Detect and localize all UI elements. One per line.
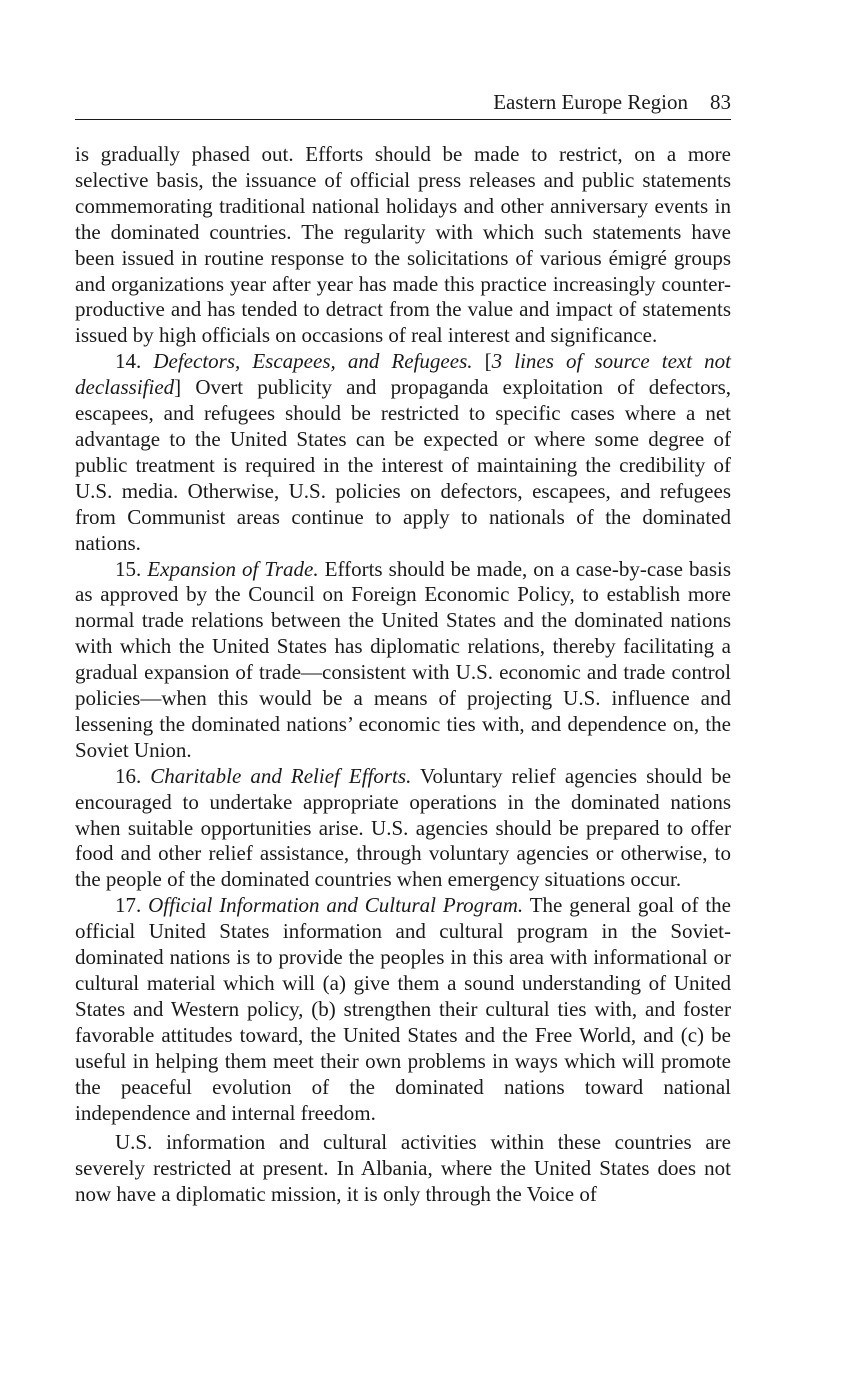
paragraph-17: [75, 893, 731, 1126]
paragraph-15: [75, 557, 731, 764]
bracket-open: [: [484, 349, 492, 374]
paragraph-number: 16.: [115, 763, 142, 788]
body-text: [75, 142, 731, 1208]
paragraph-text: U.S. information and cultural activities within these countries are severely restricted at present. In Albania, where the United States does not now have a diplomatic mission, it is only through the Voice of: [75, 1130, 731, 1207]
editorial-note: 3 lines of source text not declassified: [75, 349, 732, 400]
paragraph-number: 17.: [115, 893, 142, 918]
section-heading: Official Information and Cultural Program.: [148, 893, 524, 918]
bracket-close: ]: [174, 375, 182, 400]
header-rule: [75, 119, 731, 120]
paragraph-text: is gradually phased out. Efforts should be made to restrict, on a more selective basis, the issuance of official press releases and public statements commemorating traditional national holidays and other anniversary events in the dominated countries. The regularity with which such statements have been issued in routine response to the solicitations of various émigré groups and organizations year after year has made this practice increasingly counter-productive and has tended to detract from the value and impact of statements issued by high officials on occasions of real interest and significance.: [75, 142, 731, 348]
paragraph-information-activities: [75, 1130, 731, 1208]
paragraph-14: [75, 349, 731, 556]
paragraph-text: Voluntary relief agencies should be encouraged to undertake appropriate operations in the dominated nations when suitable opportunities arise. U.S. agencies should be prepared to offer food and other relief assistance, through voluntary agencies or otherwise, to the people of the dominated countries when emergency situations occur.: [75, 763, 732, 892]
paragraph-16: [75, 764, 731, 894]
paragraph-text: The general goal of the official United States information and cultural program in the Soviet-dominated nations is to provide the peoples in this area with informational or cultural material which will (a) give them a sound understanding of United States and Western policy, (b) strengthen their cultural ties with, and foster favorable attitudes toward, the United States and the Free World, and (c) be useful in helping them meet their own problems in ways which will promote the peaceful evolution of the dominated nations toward national independence and internal freedom.: [75, 893, 732, 1125]
page-number: 83: [710, 90, 731, 114]
section-heading: Charitable and Relief Efforts.: [150, 763, 412, 788]
paragraph-text: Efforts should be made, on a case-by-case basis as approved by the Council on Foreign Economic Policy, to establish more normal trade relations between the United States and the dominated nations with which the United States has diplomatic relations, thereby facilitating a gradual expansion of trade—consistent with U.S. economic and trade control policies—when this would be a means of projecting U.S. influence and lessening the dominated nations’ economic ties with, and dependence on, the Soviet Union.: [75, 556, 731, 762]
section-heading: Defectors, Escapees, and Refugees.: [153, 349, 473, 374]
paragraph-number: 14.: [115, 349, 142, 374]
running-title: Eastern Europe Region: [493, 90, 688, 114]
running-header: [75, 88, 731, 116]
section-heading: Expansion of Trade.: [147, 556, 319, 581]
paragraph-number: 15.: [115, 556, 142, 581]
paragraph-continuation: [75, 142, 731, 349]
paragraph-text: Overt publicity and propaganda exploitation of defectors, escapees, and refugees should be restricted to specific cases where a net advantage to the United States can be expected or where some degree of public treatment is required in the interest of maintaining the credibility of U.S. media. Otherwise, U.S. policies on defectors, escapees, and refugees from Communist areas continue to apply to nationals of the dominated nations.: [75, 375, 731, 555]
